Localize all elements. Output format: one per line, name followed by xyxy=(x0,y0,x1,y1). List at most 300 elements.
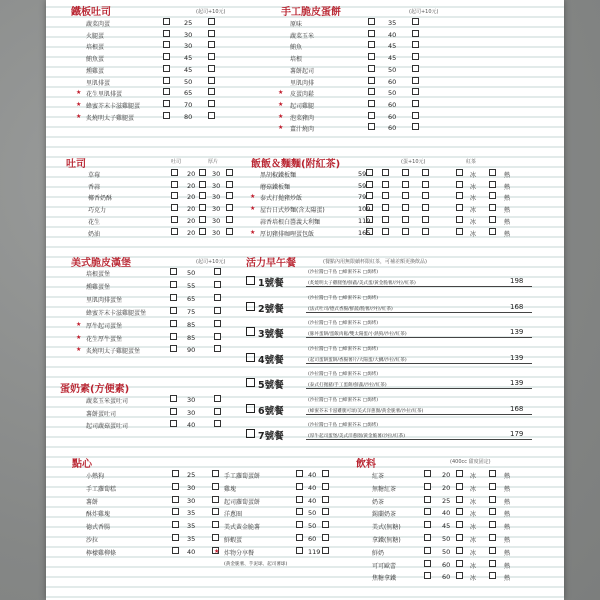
menu-item-checkbox[interactable] xyxy=(366,192,373,199)
menu-item-checkbox[interactable] xyxy=(214,268,221,275)
set-checkbox[interactable] xyxy=(246,429,255,438)
menu-item-checkbox[interactable] xyxy=(368,65,375,72)
ice-checkbox[interactable] xyxy=(456,521,463,528)
menu-item-checkbox[interactable] xyxy=(296,547,303,554)
menu-item-name: 無糖紅茶 xyxy=(372,485,397,493)
menu-item-checkbox[interactable] xyxy=(208,65,215,72)
menu-item-name: 鮮奶 xyxy=(372,549,385,557)
menu-item-name: 香蒜 xyxy=(88,183,101,191)
menu-item-checkbox[interactable] xyxy=(171,169,178,176)
menu-item-name: 培根蛋 xyxy=(86,44,105,52)
menu-item-name: 燻雞蛋堡 xyxy=(86,283,111,291)
menu-item-checkbox[interactable] xyxy=(212,508,219,515)
menu-item-name: 可可歐蕾 xyxy=(372,562,397,570)
set-checkbox[interactable] xyxy=(246,353,255,362)
section-title-dianxin: 點心 xyxy=(72,459,92,470)
section-title-meishi: 美式脆皮漢堡 xyxy=(71,258,131,269)
menu-item-checkbox[interactable] xyxy=(214,294,221,301)
section-title-toast: 吐司 xyxy=(66,159,86,170)
menu-item-price: 30 xyxy=(212,181,221,190)
menu-item-price: 90 xyxy=(187,346,196,355)
star-icon: ★ xyxy=(250,193,256,201)
section-title-shougong: 手工脆皮蛋餅 xyxy=(281,7,341,18)
menu-item-checkbox[interactable] xyxy=(208,30,215,37)
menu-item-name: 花生 xyxy=(88,218,101,226)
set-sauce-options: (沙拉醬□千島 □蜂蜜芥末 □焗烤) xyxy=(308,346,379,352)
menu-item-checkbox[interactable] xyxy=(226,192,233,199)
menu-item-name: 草莓 xyxy=(88,172,101,179)
menu-item-checkbox[interactable] xyxy=(422,228,429,235)
menu-item-price: 20 xyxy=(187,170,196,178)
menu-item-name: 蒜香培根白醬義大利麵 xyxy=(260,218,321,226)
menu-item-price: 165 xyxy=(358,228,371,237)
menu-item-name: 紅茶 xyxy=(372,473,385,480)
menu-item-price: 50 xyxy=(442,535,451,543)
ice-checkbox[interactable] xyxy=(456,192,463,199)
ice-checkbox[interactable] xyxy=(456,560,463,567)
ice-checkbox[interactable] xyxy=(456,508,463,515)
hot-label: 熱 xyxy=(504,195,511,203)
menu-item-price: 30 xyxy=(184,42,193,51)
menu-item-name: 美式(無糖) xyxy=(372,524,401,532)
menu-item-checkbox[interactable] xyxy=(214,320,221,327)
menu-item-checkbox[interactable] xyxy=(214,345,221,352)
ice-checkbox[interactable] xyxy=(456,534,463,541)
hot-checkbox[interactable] xyxy=(489,534,496,541)
menu-item-price: 30 xyxy=(187,496,196,505)
star-icon: ★ xyxy=(250,228,256,236)
hot-checkbox[interactable] xyxy=(489,483,496,490)
menu-item-checkbox[interactable] xyxy=(214,408,221,415)
menu-item-price: 55 xyxy=(187,281,196,290)
menu-item-checkbox[interactable] xyxy=(402,228,409,235)
set-sauce-options: (沙拉醬□千島 □蜂蜜芥末 □焗烤) xyxy=(308,397,379,403)
menu-item-checkbox[interactable] xyxy=(171,181,178,188)
menu-item-price: 35 xyxy=(187,535,196,543)
menu-item-checkbox[interactable] xyxy=(322,496,329,503)
menu-item-checkbox[interactable] xyxy=(424,508,431,515)
menu-item-checkbox[interactable] xyxy=(382,228,389,235)
menu-item-checkbox[interactable] xyxy=(382,169,389,176)
menu-item-name: 蘑菇鐵板麵 xyxy=(260,183,291,191)
ice-checkbox[interactable] xyxy=(456,547,463,554)
menu-item-name: 鮮蝦蛋 xyxy=(224,537,243,544)
menu-item-price: 30 xyxy=(187,483,196,492)
menu-item-price: 40 xyxy=(187,421,196,429)
menu-item-name: 火腿蛋 xyxy=(86,32,105,40)
set-underline xyxy=(306,414,532,415)
menu-item-checkbox[interactable] xyxy=(163,41,170,48)
menu-item-checkbox[interactable] xyxy=(424,496,431,503)
menu-item-checkbox[interactable] xyxy=(208,41,215,48)
ice-checkbox[interactable] xyxy=(456,228,463,235)
set-description: (起司蛋餅蛋餅/香腸薯片/大陽蛋/大鱒/沙拉/紅茶) xyxy=(308,357,407,363)
set-checkbox[interactable] xyxy=(246,302,255,311)
menu-item-checkbox[interactable] xyxy=(208,77,215,84)
ice-label: 冰 xyxy=(470,207,477,215)
ice-label: 冰 xyxy=(470,537,477,544)
menu-item-price: 40 xyxy=(308,483,317,492)
star-icon: ★ xyxy=(76,112,82,120)
menu-item-name: 花生里肌排蛋 xyxy=(86,91,123,99)
hot-checkbox[interactable] xyxy=(489,508,496,515)
ice-label: 冰 xyxy=(470,485,477,493)
menu-item-checkbox[interactable] xyxy=(170,307,177,314)
star-icon: ★ xyxy=(250,205,256,213)
menu-item-checkbox[interactable] xyxy=(208,88,215,95)
menu-item-checkbox[interactable] xyxy=(412,112,419,119)
hot-checkbox[interactable] xyxy=(489,547,496,554)
menu-item-checkbox[interactable] xyxy=(412,77,419,84)
ice-checkbox[interactable] xyxy=(456,496,463,503)
menu-item-checkbox[interactable] xyxy=(296,470,303,477)
menu-item-name: 椰香奶酥 xyxy=(88,195,113,203)
menu-item-price: 75 xyxy=(187,307,196,316)
menu-item-checkbox[interactable] xyxy=(208,112,215,119)
menu-item-checkbox[interactable] xyxy=(368,100,375,107)
menu-item-checkbox[interactable] xyxy=(170,268,177,275)
menu-item-name: 起司蔬菇蛋吐司 xyxy=(86,423,129,430)
menu-item-checkbox[interactable] xyxy=(226,228,233,235)
menu-item-checkbox[interactable] xyxy=(368,112,375,119)
menu-item-checkbox[interactable] xyxy=(163,88,170,95)
menu-item-name: 蜂蜜芥末卡滋雞腿蛋 xyxy=(86,102,141,110)
ice-label: 冰 xyxy=(470,473,477,480)
menu-item-checkbox[interactable] xyxy=(422,216,429,223)
menu-item-checkbox[interactable] xyxy=(199,169,206,176)
menu-item-checkbox[interactable] xyxy=(163,100,170,107)
menu-item-name: 泡菜豬肉 xyxy=(290,114,315,122)
menu-item-price: 60 xyxy=(388,124,397,133)
menu-item-checkbox[interactable] xyxy=(172,534,179,541)
menu-item-name: 炙燒明太子雞腿蛋 xyxy=(86,114,135,122)
menu-item-name: 奶茶 xyxy=(372,498,385,506)
menu-item-checkbox[interactable] xyxy=(424,560,431,567)
set-sauce-options: (沙拉醬□千島 □蜂蜜芥末 □焗烤) xyxy=(308,295,379,301)
toast-col2-header: 厚片 xyxy=(208,159,219,165)
ice-label: 冰 xyxy=(470,498,477,506)
menu-item-checkbox[interactable] xyxy=(422,181,429,188)
menu-item-checkbox[interactable] xyxy=(163,77,170,84)
set-underline xyxy=(306,439,532,440)
menu-item-price: 119 xyxy=(358,216,371,225)
menu-item-checkbox[interactable] xyxy=(322,508,329,515)
menu-item-checkbox[interactable] xyxy=(170,281,177,288)
menu-item-price: 40 xyxy=(308,471,317,479)
menu-item-checkbox[interactable] xyxy=(424,534,431,541)
menu-item-checkbox[interactable] xyxy=(322,483,329,490)
menu-item-checkbox[interactable] xyxy=(412,53,419,60)
menu-item-price: 60 xyxy=(388,77,397,86)
menu-item-checkbox[interactable] xyxy=(163,18,170,25)
menu-item-checkbox[interactable] xyxy=(402,216,409,223)
dianxin-note: (黃金脆薯、芋泥球、起司薯球) xyxy=(224,562,288,567)
menu-item-price: 80 xyxy=(184,112,193,121)
hot-label: 熱 xyxy=(504,575,511,583)
menu-item-checkbox[interactable] xyxy=(382,204,389,211)
star-icon: ★ xyxy=(76,89,82,97)
menu-item-checkbox[interactable] xyxy=(214,420,221,427)
menu-item-checkbox[interactable] xyxy=(199,204,206,211)
menu-item-price: 30 xyxy=(184,30,193,39)
hot-checkbox[interactable] xyxy=(489,204,496,211)
menu-item-checkbox[interactable] xyxy=(424,521,431,528)
menu-item-checkbox[interactable] xyxy=(212,470,219,477)
menu-item-checkbox[interactable] xyxy=(368,18,375,25)
set-checkbox[interactable] xyxy=(246,276,255,285)
set-checkbox[interactable] xyxy=(246,327,255,336)
menu-item-checkbox[interactable] xyxy=(412,18,419,25)
ice-label: 冰 xyxy=(470,172,477,179)
menu-item-checkbox[interactable] xyxy=(212,483,219,490)
menu-item-checkbox[interactable] xyxy=(412,41,419,48)
menu-item-checkbox[interactable] xyxy=(366,181,373,188)
set-checkbox[interactable] xyxy=(246,404,255,413)
menu-item-checkbox[interactable] xyxy=(424,547,431,554)
menu-item-price: 65 xyxy=(184,89,193,98)
menu-item-price: 59 xyxy=(358,170,367,178)
menu-item-checkbox[interactable] xyxy=(163,53,170,60)
menu-item-checkbox[interactable] xyxy=(172,483,179,490)
menu-item-price: 30 xyxy=(187,408,196,417)
star-icon: ★ xyxy=(278,112,284,120)
menu-item-price: 59 xyxy=(358,181,367,190)
menu-item-price: 35 xyxy=(187,522,196,531)
menu-item-checkbox[interactable] xyxy=(296,496,303,503)
menu-item-checkbox[interactable] xyxy=(402,169,409,176)
menu-item-checkbox[interactable] xyxy=(208,100,215,107)
menu-item-checkbox[interactable] xyxy=(402,192,409,199)
set-price: 179 xyxy=(510,430,524,438)
menu-item-price: 50 xyxy=(308,509,317,518)
set-checkbox[interactable] xyxy=(246,378,255,387)
menu-item-checkbox[interactable] xyxy=(402,204,409,211)
ice-label: 冰 xyxy=(470,562,477,570)
menu-item-checkbox[interactable] xyxy=(172,470,179,477)
menu-sheet xyxy=(46,0,564,600)
menu-item-name: 鮪魚 xyxy=(290,44,303,52)
menu-item-checkbox[interactable] xyxy=(402,181,409,188)
ice-checkbox[interactable] xyxy=(456,169,463,176)
menu-item-checkbox[interactable] xyxy=(368,41,375,48)
menu-item-checkbox[interactable] xyxy=(412,30,419,37)
menu-item-checkbox[interactable] xyxy=(170,420,177,427)
menu-item-checkbox[interactable] xyxy=(208,53,215,60)
star-icon: ★ xyxy=(76,346,82,354)
menu-item-checkbox[interactable] xyxy=(171,192,178,199)
menu-item-checkbox[interactable] xyxy=(172,508,179,515)
menu-item-name: 錫蘭奶茶 xyxy=(372,511,397,519)
menu-item-checkbox[interactable] xyxy=(208,18,215,25)
ice-label: 冰 xyxy=(470,511,477,519)
menu-item-checkbox[interactable] xyxy=(163,112,170,119)
menu-item-checkbox[interactable] xyxy=(422,204,429,211)
menu-item-name: 沙拉 xyxy=(86,537,99,544)
menu-item-checkbox[interactable] xyxy=(296,521,303,528)
menu-item-checkbox[interactable] xyxy=(412,65,419,72)
menu-item-name: 培根 xyxy=(290,56,303,64)
menu-item-name: 薯餅起司 xyxy=(290,67,315,75)
menu-item-checkbox[interactable] xyxy=(368,123,375,130)
menu-item-checkbox[interactable] xyxy=(212,534,219,541)
menu-item-checkbox[interactable] xyxy=(382,181,389,188)
menu-item-price: 60 xyxy=(442,573,451,582)
menu-item-checkbox[interactable] xyxy=(212,521,219,528)
menu-item-checkbox[interactable] xyxy=(214,333,221,340)
ice-label: 冰 xyxy=(470,195,477,203)
ice-checkbox[interactable] xyxy=(456,216,463,223)
menu-item-checkbox[interactable] xyxy=(226,216,233,223)
menu-item-checkbox[interactable] xyxy=(368,53,375,60)
ice-checkbox[interactable] xyxy=(456,572,463,579)
set-name: 4號餐 xyxy=(258,354,284,366)
menu-item-checkbox[interactable] xyxy=(214,281,221,288)
menu-item-price: 30 xyxy=(212,228,221,237)
menu-item-price: 119 xyxy=(308,547,321,556)
toast-col1-header: 吐司 xyxy=(171,159,182,165)
ice-checkbox[interactable] xyxy=(456,483,463,490)
menu-item-name: 美式黃金脆薯 xyxy=(224,524,261,532)
menu-item-checkbox[interactable] xyxy=(199,228,206,235)
menu-item-name: 雞塊 xyxy=(224,485,237,493)
menu-item-checkbox[interactable] xyxy=(296,483,303,490)
hot-checkbox[interactable] xyxy=(489,228,496,235)
menu-item-name: 泰式打拋豬炒飯 xyxy=(260,195,303,203)
menu-item-name: 里肌肉排蛋堡 xyxy=(86,296,123,304)
menu-item-checkbox[interactable] xyxy=(422,192,429,199)
hot-label: 熱 xyxy=(504,183,511,191)
menu-item-checkbox[interactable] xyxy=(382,192,389,199)
set-description: (法式吐司/德式香腸/鮮蔬/脆薯/沙拉/紅茶) xyxy=(308,306,393,312)
menu-item-checkbox[interactable] xyxy=(214,395,221,402)
menu-item-name: 起司蘿蔔蛋餅 xyxy=(224,498,261,506)
menu-item-checkbox[interactable] xyxy=(172,547,179,554)
menu-item-checkbox[interactable] xyxy=(171,228,178,235)
hot-checkbox[interactable] xyxy=(489,521,496,528)
menu-item-checkbox[interactable] xyxy=(424,572,431,579)
menu-item-name: 酥炸雞塊 xyxy=(86,511,111,519)
menu-item-price: 40 xyxy=(308,496,317,505)
menu-item-price: 45 xyxy=(388,54,397,63)
menu-item-checkbox[interactable] xyxy=(199,216,206,223)
menu-item-checkbox[interactable] xyxy=(226,181,233,188)
menu-item-checkbox[interactable] xyxy=(422,169,429,176)
section-note-meishi: (起司+10元) xyxy=(196,259,226,265)
menu-item-checkbox[interactable] xyxy=(412,123,419,130)
ice-label: 冰 xyxy=(470,183,477,191)
section-title-tiepan: 鐵板吐司 xyxy=(71,7,111,18)
ice-checkbox[interactable] xyxy=(456,181,463,188)
menu-item-checkbox[interactable] xyxy=(424,470,431,477)
set-description: (厚牛起司蛋堡/美式洋蔥圈/黃金脆薯/沙拉/紅茶) xyxy=(308,434,406,439)
set-price: 198 xyxy=(510,277,524,285)
menu-item-checkbox[interactable] xyxy=(171,204,178,211)
menu-item-checkbox[interactable] xyxy=(163,30,170,37)
menu-item-checkbox[interactable] xyxy=(322,470,329,477)
menu-item-checkbox[interactable] xyxy=(170,345,177,352)
menu-item-checkbox[interactable] xyxy=(368,88,375,95)
menu-item-checkbox[interactable] xyxy=(424,483,431,490)
menu-item-name: 蜂蜜芥末卡滋雞腿蛋堡 xyxy=(86,309,147,317)
set-price: 139 xyxy=(510,353,524,362)
menu-item-checkbox[interactable] xyxy=(322,547,329,554)
menu-item-price: 25 xyxy=(184,19,193,27)
menu-item-name: 燻雞蛋 xyxy=(86,67,105,75)
set-description: (豚丼蛋餅/蛋飯肉鬆/雙太陽蛋/小熱狗/沙拉/紅茶) xyxy=(308,332,407,337)
menu-item-name: 花生厚牛蛋堡 xyxy=(86,335,123,343)
menu-item-checkbox[interactable] xyxy=(212,496,219,503)
menu-item-checkbox[interactable] xyxy=(322,534,329,541)
menu-item-name: 黑胡椒鐵板麵 xyxy=(260,172,297,179)
menu-item-checkbox[interactable] xyxy=(170,408,177,415)
menu-item-price: 45 xyxy=(184,54,193,63)
menu-item-price: 60 xyxy=(388,100,397,109)
section-title-rice: 飯飯＆麵麵(附紅茶) xyxy=(251,159,341,170)
hot-label: 熱 xyxy=(504,230,511,238)
menu-item-name: 德式香腸 xyxy=(86,524,111,532)
menu-item-checkbox[interactable] xyxy=(368,30,375,37)
menu-item-name: 里肌排蛋 xyxy=(86,79,111,87)
menu-item-checkbox[interactable] xyxy=(368,77,375,84)
menu-item-checkbox[interactable] xyxy=(172,521,179,528)
menu-item-name: 厚切豬排咖哩蛋包飯 xyxy=(260,230,315,238)
menu-item-name: 焦糖拿鐵 xyxy=(372,575,397,583)
menu-item-checkbox[interactable] xyxy=(382,216,389,223)
menu-item-checkbox[interactable] xyxy=(170,294,177,301)
menu-item-checkbox[interactable] xyxy=(171,216,178,223)
menu-item-checkbox[interactable] xyxy=(170,395,177,402)
menu-item-name: 屋台日式炒麵(含太陽蛋) xyxy=(260,207,325,215)
hot-label: 熱 xyxy=(504,511,511,519)
menu-item-checkbox[interactable] xyxy=(170,320,177,327)
hot-checkbox[interactable] xyxy=(489,216,496,223)
menu-item-name: 原味 xyxy=(290,21,303,28)
menu-item-checkbox[interactable] xyxy=(226,169,233,176)
menu-item-checkbox[interactable] xyxy=(412,100,419,107)
menu-item-checkbox[interactable] xyxy=(172,496,179,503)
menu-item-checkbox[interactable] xyxy=(296,508,303,515)
menu-item-checkbox[interactable] xyxy=(412,88,419,95)
ice-label: 冰 xyxy=(470,230,477,238)
hot-checkbox[interactable] xyxy=(489,181,496,188)
menu-item-checkbox[interactable] xyxy=(226,204,233,211)
hot-checkbox[interactable] xyxy=(489,572,496,579)
ice-checkbox[interactable] xyxy=(456,470,463,477)
menu-item-price: 85 xyxy=(187,333,196,342)
menu-item-checkbox[interactable] xyxy=(366,169,373,176)
hot-checkbox[interactable] xyxy=(489,169,496,176)
hot-checkbox[interactable] xyxy=(489,496,496,503)
menu-item-checkbox[interactable] xyxy=(296,534,303,541)
hot-label: 熱 xyxy=(504,537,511,544)
menu-item-checkbox[interactable] xyxy=(199,192,206,199)
menu-item-price: 30 xyxy=(212,216,221,225)
menu-item-price: 50 xyxy=(388,89,397,98)
set-name: 7號餐 xyxy=(258,431,284,442)
section-title-dannai: 蛋奶素(方便素) xyxy=(60,384,130,395)
hot-checkbox[interactable] xyxy=(489,192,496,199)
menu-item-checkbox[interactable] xyxy=(163,65,170,72)
hot-checkbox[interactable] xyxy=(489,560,496,567)
hot-checkbox[interactable] xyxy=(489,470,496,477)
section-note-drinks: (400cc 甜度固定) xyxy=(450,459,491,465)
menu-item-name: 薑汁燒肉 xyxy=(290,126,315,134)
menu-item-checkbox[interactable] xyxy=(322,521,329,528)
menu-item-checkbox[interactable] xyxy=(214,307,221,314)
menu-item-checkbox[interactable] xyxy=(170,333,177,340)
ice-checkbox[interactable] xyxy=(456,204,463,211)
menu-item-checkbox[interactable] xyxy=(199,181,206,188)
